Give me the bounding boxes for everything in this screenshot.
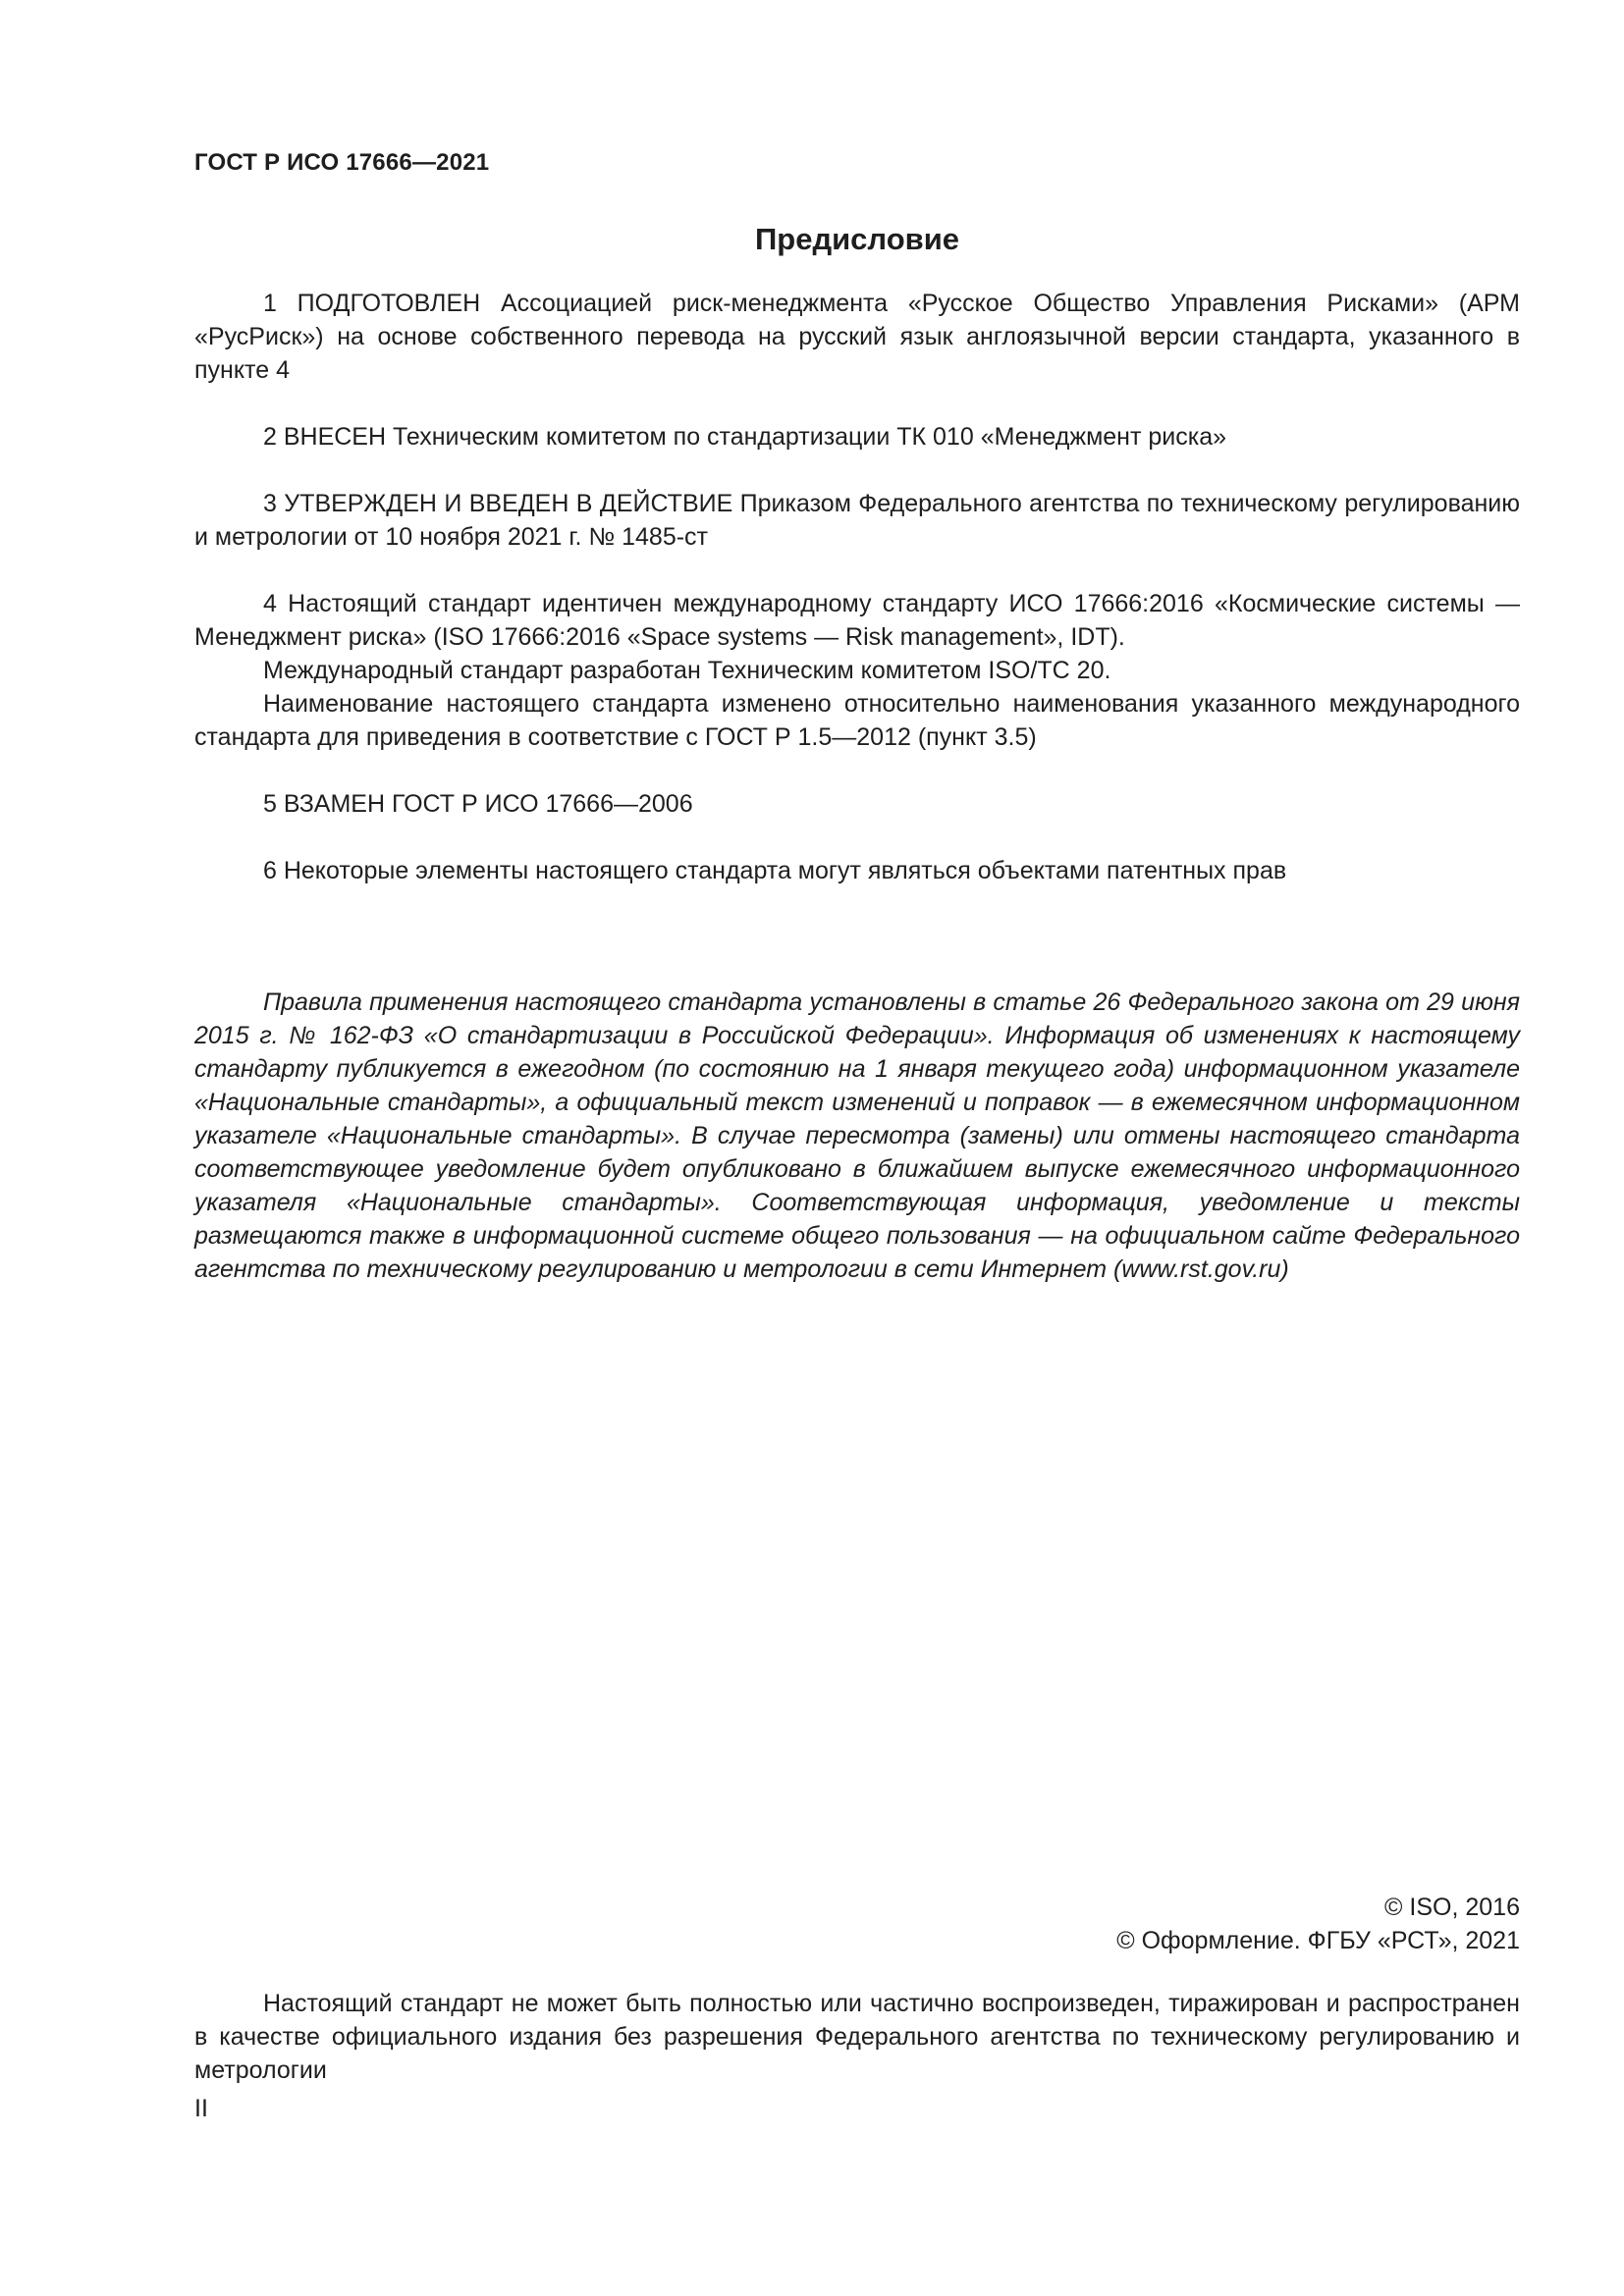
copyright-block: [1116, 1891, 1520, 1957]
design-copyright: © Оформление. ФГБУ «РСТ», 2021: [1116, 1927, 1520, 1954]
page-number: II: [194, 2095, 208, 2122]
foreword-item-4-developer: Международный стандарт разработан Техническим комитетом ISO/TC 20.: [263, 657, 1111, 684]
foreword-item-5-text: 5 ВЗАМЕН ГОСТ Р ИСО 17666—2006: [263, 790, 693, 818]
reproduction-notice-text: Настоящий стандарт не может быть полностью или частично воспроизведен, тиражирован и распространен в качестве официального издания без разрешения Федерального агентства по техническому регулированию и метрологии: [194, 1990, 1520, 2084]
foreword-item-3-text: 3 УТВЕРЖДЕН И ВВЕДЕН В ДЕЙСТВИЕ Приказом Федерального агентства по техническому регулированию и метрологии от 10 ноября 2021 г. № 1485-ст: [194, 490, 1520, 551]
application-rules-notice: [194, 986, 1520, 1286]
foreword-item-2-text: 2 ВНЕСЕН Техническим комитетом по стандартизации ТК 010 «Менеджмент риска»: [263, 423, 1227, 451]
foreword-item-4-text: 4 Настоящий стандарт идентичен международному стандарту ИСО 17666:2016 «Космические системы — Менеджмент риска» (ISO 17666:2016 «Space systems — Risk management», IDT).: [194, 590, 1520, 651]
document-page: [194, 0, 1520, 2296]
foreword-item-6: [194, 854, 1520, 887]
page-title: Предисловие: [754, 222, 959, 256]
foreword-item-2: [194, 420, 1520, 454]
application-rules-notice-text: Правила применения настоящего стандарта установлены в статье 26 Федерального закона от 29 июня 2015 г. № 162-ФЗ «О стандартизации в Российской Федерации». Информация об изменениях к настоящему стандарту публикуется в ежегодном (по состоянию на 1 января текущего года) информационном указателе «Национальные стандарты», а официальный текст изменений и поправок — в ежемесячном информационном указателе «Национальные стандарты». В случае пересмотра (замены) или отмены настоящего стандарта соответствующее уведомление будет опубликовано в ближайшем выпуске ежемесячного информационного указателя «Национальные стандарты». Соответствующая информация, уведомление и тексты размещаются также в информационной системе общего пользования — на официальном сайте Федерального агентства по техническому регулированию и метрологии в сети Интернет (www.rst.gov.ru): [194, 988, 1520, 1283]
foreword-item-4: [194, 587, 1520, 754]
foreword-item-1-text: 1 ПОДГОТОВЛЕН Ассоциацией риск-менеджмента «Русское Общество Управления Рисками» (АРМ «РусРиск») на основе собственного перевода на русский язык англоязычной версии стандарта, указанного в пункте 4: [194, 290, 1520, 384]
foreword-item-3: [194, 487, 1520, 554]
foreword-item-1: [194, 287, 1520, 387]
reproduction-notice: [194, 1987, 1520, 2087]
foreword-item-4-name-change: Наименование настоящего стандарта изменено относительно наименования указанного международного стандарта для приведения в соответствие с ГОСТ Р 1.5—2012 (пункт 3.5): [194, 690, 1520, 751]
foreword-item-6-text: 6 Некоторые элементы настоящего стандарта могут являться объектами патентных прав: [263, 857, 1287, 884]
foreword-item-5: [194, 787, 1520, 821]
iso-copyright: © ISO, 2016: [1384, 1894, 1520, 1921]
standard-code-header: ГОСТ Р ИСО 17666—2021: [194, 149, 490, 176]
